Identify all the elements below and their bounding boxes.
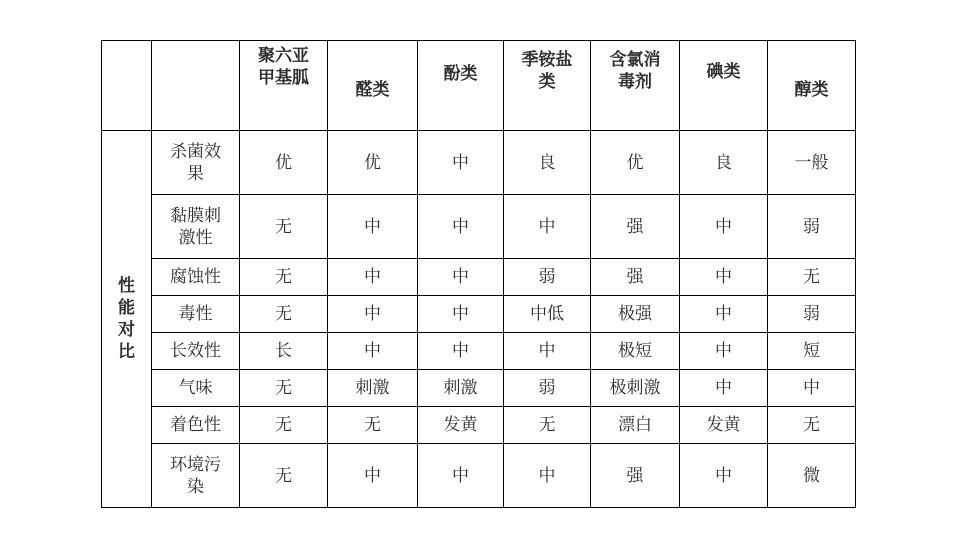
table-cell: 中	[418, 259, 504, 296]
table-cell: 发黄	[680, 407, 768, 444]
table-row	[102, 444, 856, 508]
table-cell: 无	[328, 407, 418, 444]
table-cell: 长	[240, 333, 328, 370]
table-row	[102, 259, 856, 296]
table-cell: 微	[768, 444, 856, 508]
header-phenols: 酚类	[418, 41, 504, 131]
header-aldehydes: 醛类	[328, 41, 418, 131]
table-cell: 一般	[768, 131, 856, 195]
table-cell: 无	[240, 370, 328, 407]
table-cell: 中	[768, 370, 856, 407]
table-row	[102, 131, 856, 195]
table-cell: 无	[768, 407, 856, 444]
table-row	[102, 333, 856, 370]
table-cell: 漂白	[591, 407, 680, 444]
table-cell: 弱	[504, 259, 591, 296]
row-label: 着色性	[152, 407, 240, 444]
table-row	[102, 296, 856, 333]
row-label: 杀菌效 果	[152, 131, 240, 195]
table-cell: 发黄	[418, 407, 504, 444]
header-alcohols: 醇类	[768, 41, 856, 131]
table-cell: 无	[240, 195, 328, 259]
table-cell: 极刺激	[591, 370, 680, 407]
table-cell: 中	[328, 259, 418, 296]
table-cell: 优	[328, 131, 418, 195]
table-cell: 强	[591, 195, 680, 259]
header-chlorine: 含氯消 毒剂	[591, 41, 680, 131]
table-cell: 中	[328, 195, 418, 259]
table-cell: 刺激	[418, 370, 504, 407]
table-cell: 刺激	[328, 370, 418, 407]
row-label: 气味	[152, 370, 240, 407]
header-iodine: 碘类	[680, 41, 768, 131]
table-cell: 弱	[504, 370, 591, 407]
row-label: 黏膜刺 激性	[152, 195, 240, 259]
table-cell: 中	[328, 296, 418, 333]
table-cell: 无	[240, 296, 328, 333]
table-cell: 中	[418, 131, 504, 195]
table-cell: 中	[680, 195, 768, 259]
table-cell: 中	[680, 444, 768, 508]
table-cell: 无	[768, 259, 856, 296]
table-cell: 中	[504, 444, 591, 508]
table-cell: 优	[591, 131, 680, 195]
corner-cell	[152, 41, 240, 131]
table-cell: 无	[240, 259, 328, 296]
group-label: 性 能 对 比	[102, 131, 152, 508]
table-cell: 中	[418, 296, 504, 333]
row-label: 腐蚀性	[152, 259, 240, 296]
header-pmg: 聚六亚 甲基胍	[240, 41, 328, 131]
table-cell: 中	[418, 333, 504, 370]
row-label: 长效性	[152, 333, 240, 370]
table-cell: 优	[240, 131, 328, 195]
table-cell: 无	[240, 407, 328, 444]
table-cell: 中	[328, 444, 418, 508]
table-cell: 弱	[768, 195, 856, 259]
table-row	[102, 370, 856, 407]
table-cell: 良	[504, 131, 591, 195]
table-cell: 强	[591, 444, 680, 508]
table-cell: 无	[504, 407, 591, 444]
table-cell: 极强	[591, 296, 680, 333]
header-quats: 季铵盐 类	[504, 41, 591, 131]
table-cell: 强	[591, 259, 680, 296]
table-cell: 中	[680, 296, 768, 333]
table-row	[102, 407, 856, 444]
table-cell: 无	[240, 444, 328, 508]
comparison-table	[101, 40, 856, 508]
table-cell: 短	[768, 333, 856, 370]
table-cell: 中	[504, 333, 591, 370]
corner-cell	[102, 41, 152, 131]
table-cell: 中	[680, 370, 768, 407]
table-cell: 中	[680, 259, 768, 296]
table-cell: 中	[328, 333, 418, 370]
table-row	[102, 195, 856, 259]
table-cell: 中低	[504, 296, 591, 333]
table-cell: 良	[680, 131, 768, 195]
table-cell: 弱	[768, 296, 856, 333]
row-label: 环境污 染	[152, 444, 240, 508]
header-row	[102, 41, 856, 131]
row-label: 毒性	[152, 296, 240, 333]
table-cell: 极短	[591, 333, 680, 370]
table-cell: 中	[418, 195, 504, 259]
table-cell: 中	[680, 333, 768, 370]
table-cell: 中	[418, 444, 504, 508]
table-cell: 中	[504, 195, 591, 259]
